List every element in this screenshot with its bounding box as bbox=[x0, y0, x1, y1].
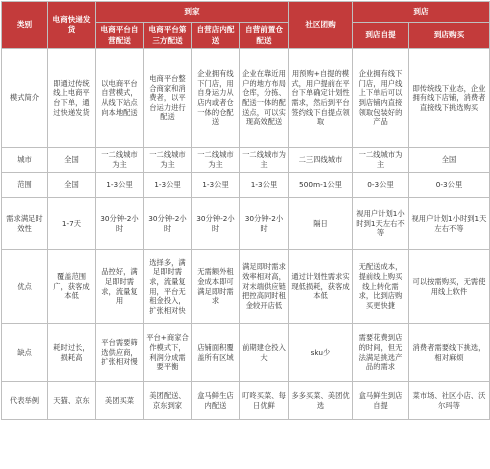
table-cell: 菜市场、社区小店、沃尔玛等 bbox=[409, 382, 490, 420]
table-cell: 企业拥有线下门店，用自身运力从店内或者仓一体的仓配送 bbox=[192, 49, 240, 148]
table-cell: 隔日 bbox=[289, 198, 353, 250]
header-category: 类别 bbox=[2, 2, 48, 49]
table-cell: 可以按需购买，无需使用线上软件 bbox=[409, 250, 490, 324]
table-cell: 即传统线下业态，企业拥有线下店铺，消费者直接线下挑选购买 bbox=[409, 49, 490, 148]
table-cell: 企业拥有线下门店，用户线上下单后可以到店铺内直接领取包装好的产品 bbox=[353, 49, 409, 148]
table-cell: 一二线城市为主 bbox=[96, 148, 144, 173]
table-cell: 覆盖范围广，获客成本低 bbox=[48, 250, 96, 324]
table-cell: 30分钟-2小时 bbox=[240, 198, 289, 250]
comparison-table bbox=[1, 1, 490, 420]
table-cell: 一二线城市为主 bbox=[144, 148, 192, 173]
table-cell: 品控好，满足即时需求，流量复用 bbox=[96, 250, 144, 324]
table-cell: 多多买菜、美团优选 bbox=[289, 382, 353, 420]
table-cell: 1-3公里 bbox=[144, 173, 192, 198]
row-label: 缺点 bbox=[2, 324, 48, 382]
header-row-1 bbox=[2, 2, 490, 23]
table-cell: 企业在靠近用户的地方布局仓库，分拣、配送一体的配送点，可以实现高效配送 bbox=[240, 49, 289, 148]
table-cell: 满足即时需求效率相对高，对末端供应链把控高同时租金较开店低 bbox=[240, 250, 289, 324]
header-sub: 自营店内配送 bbox=[192, 23, 240, 49]
table-cell: 天猫、京东 bbox=[48, 382, 96, 420]
header-community: 社区团购 bbox=[289, 2, 353, 49]
comparison-table-container bbox=[1, 1, 489, 467]
row-label: 需求满足时效性 bbox=[2, 198, 48, 250]
table-cell: 平台+商家合作模式下，利润分成需要平衡 bbox=[144, 324, 192, 382]
row-label: 范围 bbox=[2, 173, 48, 198]
table-row-advantages bbox=[2, 250, 490, 324]
header-sub: 电商平台第三方配送 bbox=[144, 23, 192, 49]
header-sub: 自营前置仓配送 bbox=[240, 23, 289, 49]
table-cell: 无配送成本，提前线上购买线上转化需求，比到店购买更快捷 bbox=[353, 250, 409, 324]
table-cell: 电商平台整合商家和消费者，以平台运力进行配送 bbox=[144, 49, 192, 148]
table-cell: 全国 bbox=[409, 148, 490, 173]
table-cell: 全国 bbox=[48, 173, 96, 198]
table-cell: 用预购+自提的模式，用户提前在平台下单确定计划性需求，然后到平台签约线下自提点领取 bbox=[289, 49, 353, 148]
header-sub: 电商平台自营配送 bbox=[96, 23, 144, 49]
table-cell: 一二线城市为主 bbox=[192, 148, 240, 173]
table-cell: 500m-1公里 bbox=[289, 173, 353, 198]
row-label: 代表举例 bbox=[2, 382, 48, 420]
table-cell: 二三四线城市 bbox=[289, 148, 353, 173]
table-row-examples bbox=[2, 382, 490, 420]
table-cell: 视用户计划1小时到1天左右不等 bbox=[353, 198, 409, 250]
table-cell: 1-3公里 bbox=[240, 173, 289, 198]
table-cell: 前期建仓投入大 bbox=[240, 324, 289, 382]
table-cell: 30分钟-2小时 bbox=[96, 198, 144, 250]
table-cell: 盒马鲜生到店自提 bbox=[353, 382, 409, 420]
header-to-store: 到店 bbox=[353, 2, 490, 23]
row-label: 城市 bbox=[2, 148, 48, 173]
table-cell: 美团配送、京东到家 bbox=[144, 382, 192, 420]
table-cell: 需要花费到店的时间，但无法满足挑选产品的需求 bbox=[353, 324, 409, 382]
table-cell: 选择多，满足即时需求，流量复用，平台无租金投入，扩张相对快 bbox=[144, 250, 192, 324]
table-cell: 叮咚买菜、每日优鲜 bbox=[240, 382, 289, 420]
table-row-disadvantages bbox=[2, 324, 490, 382]
table-cell: sku少 bbox=[289, 324, 353, 382]
header-sub: 到店购买 bbox=[409, 23, 490, 49]
table-cell: 一二线城市为主 bbox=[240, 148, 289, 173]
table-cell: 0-3公里 bbox=[353, 173, 409, 198]
table-cell: 耗时过长，损耗高 bbox=[48, 324, 96, 382]
table-row-intro bbox=[2, 49, 490, 148]
table-row-range bbox=[2, 173, 490, 198]
row-label: 优点 bbox=[2, 250, 48, 324]
table-cell: 1-3公里 bbox=[96, 173, 144, 198]
table-cell: 盒马鲜生店内配送 bbox=[192, 382, 240, 420]
table-cell: 30分钟-2小时 bbox=[144, 198, 192, 250]
table-cell: 消费者需要线下挑选，相对麻烦 bbox=[409, 324, 490, 382]
header-sub: 到店自提 bbox=[353, 23, 409, 49]
table-cell: 视用户计划1小时到1天左右不等 bbox=[409, 198, 490, 250]
table-cell: 1-7天 bbox=[48, 198, 96, 250]
table-row-city bbox=[2, 148, 490, 173]
table-cell: 1-3公里 bbox=[192, 173, 240, 198]
header-ecommerce: 电商快递发货 bbox=[48, 2, 96, 49]
table-cell: 平台需要筛选供应商，扩张相对慢 bbox=[96, 324, 144, 382]
table-cell: 一二线城市为主 bbox=[353, 148, 409, 173]
table-cell: 30分钟-2小时 bbox=[192, 198, 240, 250]
table-cell: 无需额外租金成本即可满足即时需求 bbox=[192, 250, 240, 324]
table-cell: 全国 bbox=[48, 148, 96, 173]
table-cell: 通过计划性需求实现低损耗，获客成本低 bbox=[289, 250, 353, 324]
row-label: 模式简介 bbox=[2, 49, 48, 148]
table-cell: 美团买菜 bbox=[96, 382, 144, 420]
table-cell: 店铺面积覆盖所有区域 bbox=[192, 324, 240, 382]
table-cell: 0-3公里 bbox=[409, 173, 490, 198]
header-to-home: 到家 bbox=[96, 2, 289, 23]
table-cell: 以电商平台自营模式，从线下站点向本地配送 bbox=[96, 49, 144, 148]
table-row-time bbox=[2, 198, 490, 250]
table-cell: 即通过传统线上电商平台下单，通过快递发货 bbox=[48, 49, 96, 148]
